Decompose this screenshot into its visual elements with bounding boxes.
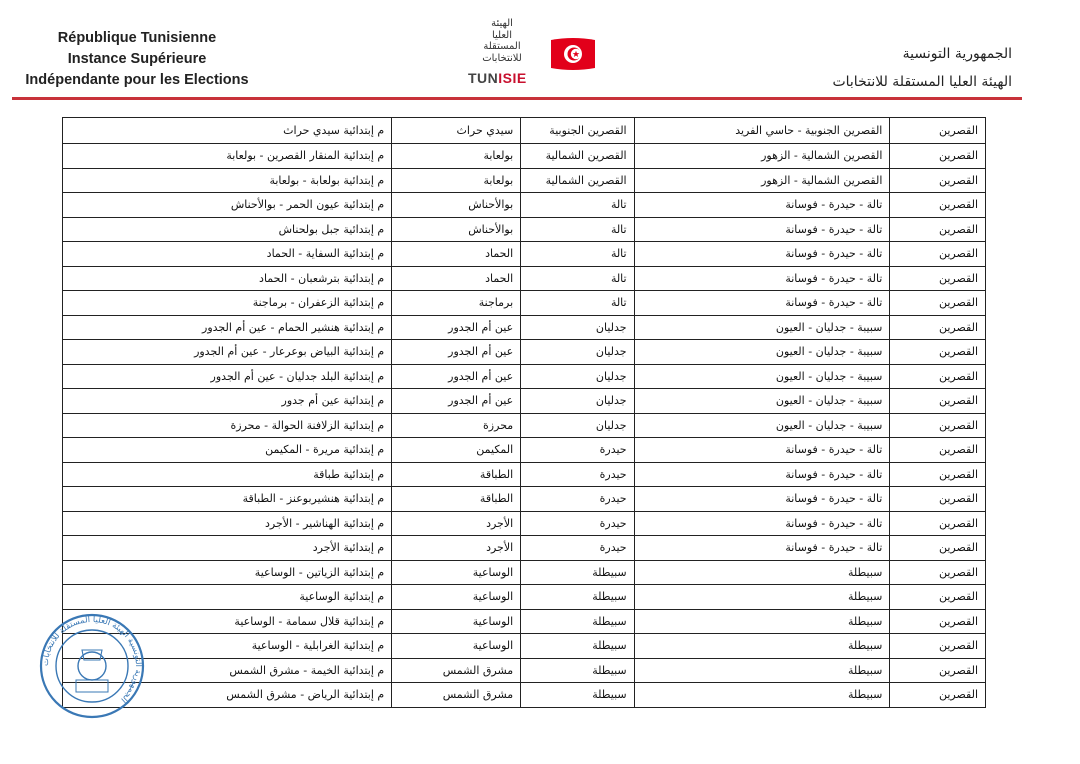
- constituency-cell: سبيبة - جدليان - العيون: [634, 413, 890, 438]
- sector-cell: بوالأحناش: [392, 193, 521, 218]
- delegation-cell: تالة: [521, 291, 634, 316]
- table-row: [63, 560, 986, 585]
- logo-latin-prefix: TUN: [468, 70, 499, 86]
- constituency-cell: سبيبة - جدليان - العيون: [634, 340, 890, 365]
- table-row: [63, 168, 986, 193]
- table-row: [63, 340, 986, 365]
- polling-center-cell: م إبتدائية الرياض - مشرق الشمس: [63, 683, 392, 708]
- constituency-cell: تالة - حيدرة - فوسانة: [634, 487, 890, 512]
- sector-cell: عين أم الجدور: [392, 315, 521, 340]
- sector-cell: مشرق الشمس: [392, 658, 521, 683]
- delegation-cell: القصرين الشمالية: [521, 168, 634, 193]
- logo-ar-line: المستقلة: [483, 41, 521, 52]
- governorate-cell: القصرين: [890, 585, 986, 610]
- governorate-cell: القصرين: [890, 291, 986, 316]
- table-row: [63, 266, 986, 291]
- table-row: [63, 118, 986, 144]
- table-row: [63, 658, 986, 683]
- constituency-cell: القصرين الجنوبية - حاسي الفريد: [634, 118, 890, 144]
- table-row: [63, 487, 986, 512]
- logo-arabic-text: [464, 18, 540, 64]
- constituency-cell: تالة - حيدرة - فوسانة: [634, 242, 890, 267]
- header-french: [22, 28, 252, 91]
- delegation-cell: تالة: [521, 266, 634, 291]
- sector-cell: الأجرد: [392, 511, 521, 536]
- constituency-cell: تالة - حيدرة - فوسانة: [634, 438, 890, 463]
- logo-ar-line: للانتخابات: [482, 52, 522, 64]
- isie-logo: [462, 18, 602, 96]
- constituency-cell: تالة - حيدرة - فوسانة: [634, 511, 890, 536]
- delegation-cell: تالة: [521, 217, 634, 242]
- polling-center-cell: م إبتدائية السفاية - الحماد: [63, 242, 392, 267]
- governorate-cell: القصرين: [890, 144, 986, 169]
- governorate-cell: القصرين: [890, 634, 986, 659]
- constituency-cell: القصرين الشمالية - الزهور: [634, 168, 890, 193]
- table-row: [63, 242, 986, 267]
- delegation-cell: سبيطلة: [521, 683, 634, 708]
- official-stamp: [38, 612, 146, 720]
- governorate-cell: القصرين: [890, 683, 986, 708]
- delegation-cell: القصرين الشمالية: [521, 144, 634, 169]
- governorate-cell: القصرين: [890, 487, 986, 512]
- sector-cell: الوساعية: [392, 560, 521, 585]
- sector-cell: الوساعية: [392, 634, 521, 659]
- polling-center-cell: م إبتدائية طباقة: [63, 462, 392, 487]
- polling-center-cell: م إبتدائية جبل بولحناش: [63, 217, 392, 242]
- sector-cell: عين أم الجدور: [392, 389, 521, 414]
- sector-cell: عين أم الجدور: [392, 340, 521, 365]
- delegation-cell: حيدرة: [521, 536, 634, 561]
- governorate-cell: القصرين: [890, 462, 986, 487]
- sector-cell: بولعابة: [392, 168, 521, 193]
- header-fr-line-2: Instance Supérieure: [67, 51, 207, 67]
- constituency-cell: تالة - حيدرة - فوسانة: [634, 291, 890, 316]
- header-ar-line-1: الجمهورية التونسية: [902, 46, 1012, 62]
- constituency-cell: القصرين الشمالية - الزهور: [634, 144, 890, 169]
- tunisian-flag-icon: [549, 36, 597, 72]
- governorate-cell: القصرين: [890, 560, 986, 585]
- governorate-cell: القصرين: [890, 609, 986, 634]
- table-row: [63, 413, 986, 438]
- table-row: [63, 462, 986, 487]
- polling-center-cell: م إبتدائية هنشير الحمام - عين أم الجدور: [63, 315, 392, 340]
- governorate-cell: القصرين: [890, 413, 986, 438]
- polling-center-cell: م إبتدائية الوساعية: [63, 585, 392, 610]
- polling-center-cell: م إبتدائية الزلافنة الحوالة - محرزة: [63, 413, 392, 438]
- constituency-cell: سبيطلة: [634, 683, 890, 708]
- delegation-cell: جدليان: [521, 315, 634, 340]
- sector-cell: المكيمن: [392, 438, 521, 463]
- delegation-cell: تالة: [521, 242, 634, 267]
- header-arabic: [832, 40, 1012, 96]
- polling-center-cell: م إبتدائية بولعابة - بولعابة: [63, 168, 392, 193]
- table-row: [63, 683, 986, 708]
- governorate-cell: القصرين: [890, 438, 986, 463]
- table-row: [63, 511, 986, 536]
- polling-center-cell: م إبتدائية قلال سمامة - الوساعية: [63, 609, 392, 634]
- header-fr-line-3: Indépendante pour les Elections: [25, 72, 249, 88]
- sector-cell: الأجرد: [392, 536, 521, 561]
- constituency-cell: سبيبة - جدليان - العيون: [634, 364, 890, 389]
- governorate-cell: القصرين: [890, 315, 986, 340]
- table-row: [63, 585, 986, 610]
- polling-center-cell: م إبتدائية الأجرد: [63, 536, 392, 561]
- sector-cell: برماجنة: [392, 291, 521, 316]
- delegation-cell: حيدرة: [521, 462, 634, 487]
- constituency-cell: سبيطلة: [634, 609, 890, 634]
- logo-latin-text: [468, 70, 527, 86]
- polling-center-cell: م إبتدائية المنقار القصرين - بولعابة: [63, 144, 392, 169]
- table-row: [63, 217, 986, 242]
- governorate-cell: القصرين: [890, 118, 986, 144]
- sector-cell: الطباقة: [392, 462, 521, 487]
- constituency-cell: تالة - حيدرة - فوسانة: [634, 536, 890, 561]
- polling-center-cell: م إبتدائية سيدي حراث: [63, 118, 392, 144]
- table-row: [63, 609, 986, 634]
- header-ar-line-2: الهيئة العليا المستقلة للانتخابات: [832, 74, 1012, 90]
- polling-center-cell: م إبتدائية البلد جدليان - عين أم الجدور: [63, 364, 392, 389]
- table-row: [63, 536, 986, 561]
- governorate-cell: القصرين: [890, 193, 986, 218]
- sector-cell: الحماد: [392, 266, 521, 291]
- polling-center-cell: م إبتدائية الزعفران - برماجنة: [63, 291, 392, 316]
- stamp-text-path: الجمهورية التونسية الهيئة العليا المستقلة للانتخابات: [39, 613, 145, 706]
- governorate-cell: القصرين: [890, 242, 986, 267]
- governorate-cell: القصرين: [890, 658, 986, 683]
- governorate-cell: القصرين: [890, 389, 986, 414]
- polling-stations-table: [62, 117, 986, 708]
- table-row: [63, 315, 986, 340]
- delegation-cell: جدليان: [521, 389, 634, 414]
- sector-cell: محرزة: [392, 413, 521, 438]
- delegation-cell: سبيطلة: [521, 585, 634, 610]
- polling-center-cell: م إبتدائية هنشيربوعنز - الطباقة: [63, 487, 392, 512]
- polling-center-cell: م إبتدائية البياض بوعرعار - عين أم الجدور: [63, 340, 392, 365]
- constituency-cell: سبيبة - جدليان - العيون: [634, 315, 890, 340]
- governorate-cell: القصرين: [890, 266, 986, 291]
- logo-latin-suffix: ISIE: [498, 70, 527, 86]
- delegation-cell: سبيطلة: [521, 658, 634, 683]
- constituency-cell: سبيطلة: [634, 560, 890, 585]
- sector-cell: بوالأحناش: [392, 217, 521, 242]
- delegation-cell: جدليان: [521, 340, 634, 365]
- delegation-cell: حيدرة: [521, 511, 634, 536]
- sector-cell: مشرق الشمس: [392, 683, 521, 708]
- constituency-cell: تالة - حيدرة - فوسانة: [634, 217, 890, 242]
- table-row: [63, 634, 986, 659]
- table-row: [63, 389, 986, 414]
- governorate-cell: القصرين: [890, 168, 986, 193]
- table-row: [63, 364, 986, 389]
- sector-cell: الوساعية: [392, 609, 521, 634]
- governorate-cell: القصرين: [890, 364, 986, 389]
- polling-center-cell: م إبتدائية الزياتين - الوساعية: [63, 560, 392, 585]
- constituency-cell: سبيبة - جدليان - العيون: [634, 389, 890, 414]
- sector-cell: الطباقة: [392, 487, 521, 512]
- sector-cell: بولعابة: [392, 144, 521, 169]
- table-row: [63, 291, 986, 316]
- sector-cell: الوساعية: [392, 585, 521, 610]
- sector-cell: الحماد: [392, 242, 521, 267]
- delegation-cell: جدليان: [521, 364, 634, 389]
- sector-cell: سيدي حراث: [392, 118, 521, 144]
- delegation-cell: تالة: [521, 193, 634, 218]
- delegation-cell: حيدرة: [521, 487, 634, 512]
- delegation-cell: سبيطلة: [521, 609, 634, 634]
- table-row: [63, 144, 986, 169]
- polling-center-cell: م إبتدائية عين أم جدور: [63, 389, 392, 414]
- table-body: [63, 118, 986, 708]
- delegation-cell: حيدرة: [521, 438, 634, 463]
- logo-ar-line: العليا: [491, 29, 513, 41]
- polling-center-cell: م إبتدائية الهناشير - الأجرد: [63, 511, 392, 536]
- governorate-cell: القصرين: [890, 340, 986, 365]
- polling-center-cell: م إبتدائية مريرة - المكيمن: [63, 438, 392, 463]
- table-row: [63, 193, 986, 218]
- table-row: [63, 438, 986, 463]
- polling-center-cell: م إبتدائية الخيمة - مشرق الشمس: [63, 658, 392, 683]
- constituency-cell: سبيطلة: [634, 658, 890, 683]
- constituency-cell: سبيطلة: [634, 634, 890, 659]
- polling-center-cell: م إبتدائية عيون الحمر - بوالأحناش: [63, 193, 392, 218]
- delegation-cell: القصرين الجنوبية: [521, 118, 634, 144]
- header-rule: [12, 97, 1022, 100]
- sector-cell: عين أم الجدور: [392, 364, 521, 389]
- header-fr-line-1: République Tunisienne: [57, 30, 217, 46]
- governorate-cell: القصرين: [890, 217, 986, 242]
- polling-center-cell: م إبتدائية بترشعبان - الحماد: [63, 266, 392, 291]
- delegation-cell: سبيطلة: [521, 634, 634, 659]
- polling-center-cell: م إبتدائية الغرابلية - الوساعية: [63, 634, 392, 659]
- logo-ar-line: الهيئة: [491, 18, 513, 29]
- delegation-cell: سبيطلة: [521, 560, 634, 585]
- constituency-cell: سبيطلة: [634, 585, 890, 610]
- constituency-cell: تالة - حيدرة - فوسانة: [634, 193, 890, 218]
- constituency-cell: تالة - حيدرة - فوسانة: [634, 462, 890, 487]
- governorate-cell: القصرين: [890, 511, 986, 536]
- delegation-cell: جدليان: [521, 413, 634, 438]
- constituency-cell: تالة - حيدرة - فوسانة: [634, 266, 890, 291]
- governorate-cell: القصرين: [890, 536, 986, 561]
